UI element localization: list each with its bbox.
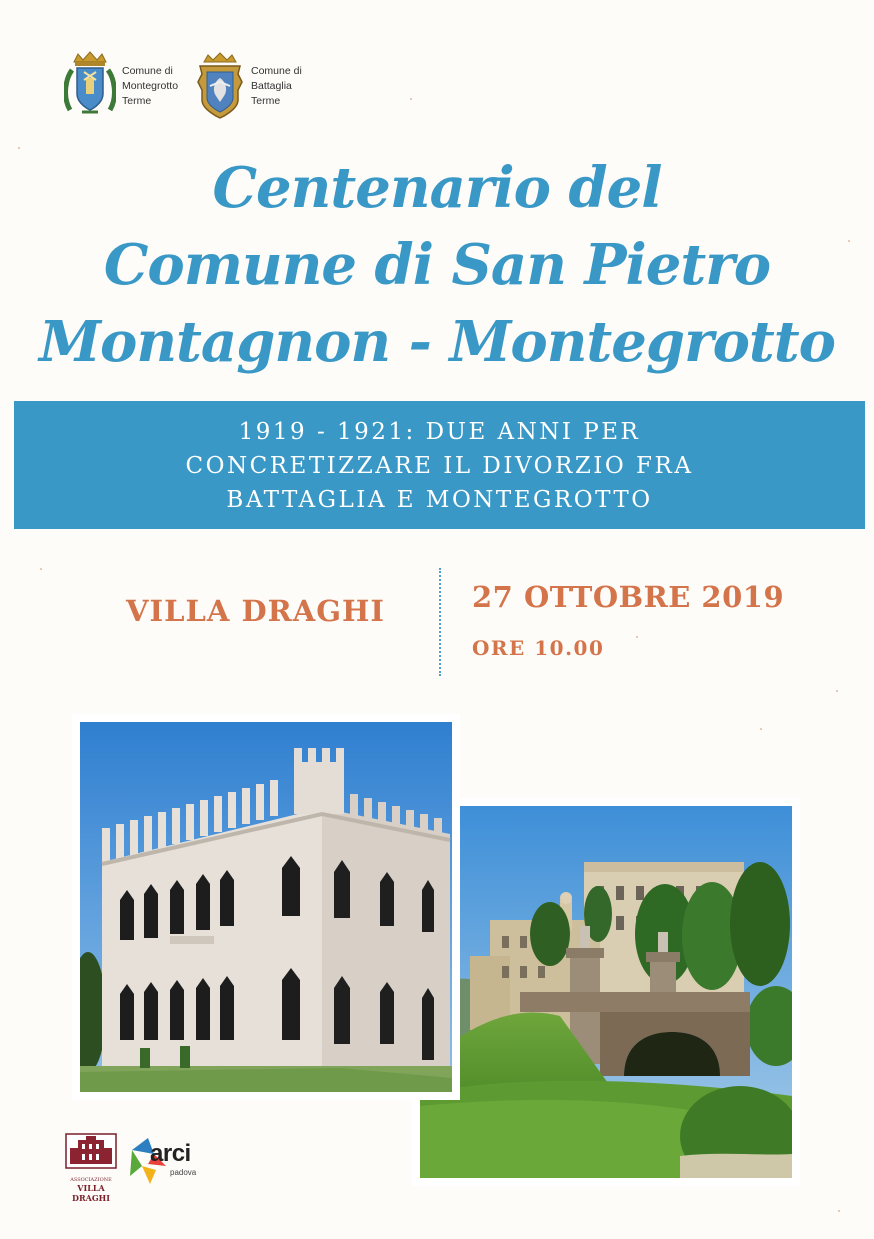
battaglia-crest-icon (196, 52, 244, 120)
crest-label-line: Comune di (251, 65, 302, 77)
dotted-divider (439, 568, 441, 676)
subtitle-banner (14, 401, 865, 529)
paper-speck (836, 690, 838, 692)
paper-speck (40, 568, 42, 570)
montegrotto-crest-icon (64, 50, 116, 118)
crest-label-line: Battaglia (251, 80, 292, 92)
villa-draghi-photo (80, 722, 452, 1092)
crest-label-line: Montegrotto (122, 80, 179, 92)
villa-draghi-label: VILLA DRAGHI (72, 1183, 110, 1203)
banner-line: BATTAGLIA E MONTEGROTTO (226, 487, 653, 513)
event-venue: VILLA DRAGHI (126, 594, 385, 628)
title-line: Centenario del (212, 155, 662, 221)
poster-title (0, 150, 874, 381)
arci-padova-logo (128, 1136, 208, 1188)
crest-label-line: Terme (251, 95, 281, 107)
paper-speck (636, 636, 638, 638)
title-line: Comune di San Pietro (103, 232, 771, 298)
arci-city-label: padova (170, 1168, 197, 1177)
title-line: Montagnon - Montegrotto (38, 309, 836, 375)
paper-speck (838, 1210, 840, 1212)
paper-speck (760, 728, 762, 730)
association-label: ASSOCIAZIONE (70, 1177, 112, 1183)
castle-bridge-photo (420, 806, 792, 1178)
paper-speck (18, 147, 20, 149)
arci-wordmark: arci (150, 1140, 191, 1167)
battaglia-crest (196, 52, 244, 125)
banner-line: 1919 - 1921: DUE ANNI PER (238, 419, 641, 445)
crest-label-line: Terme (122, 95, 152, 107)
banner-line: CONCRETIZZARE IL DIVORZIO FRA (185, 453, 694, 479)
event-time: ORE 10.00 (472, 636, 605, 660)
paper-speck (410, 98, 412, 100)
montegrotto-crest (64, 50, 116, 123)
villa-draghi-association-logo (64, 1132, 118, 1203)
battaglia-crest-label (251, 64, 302, 109)
crest-label-line: Comune di (122, 65, 173, 77)
montegrotto-crest-label (122, 64, 178, 109)
event-date: 27 OTTOBRE 2019 (472, 580, 785, 614)
